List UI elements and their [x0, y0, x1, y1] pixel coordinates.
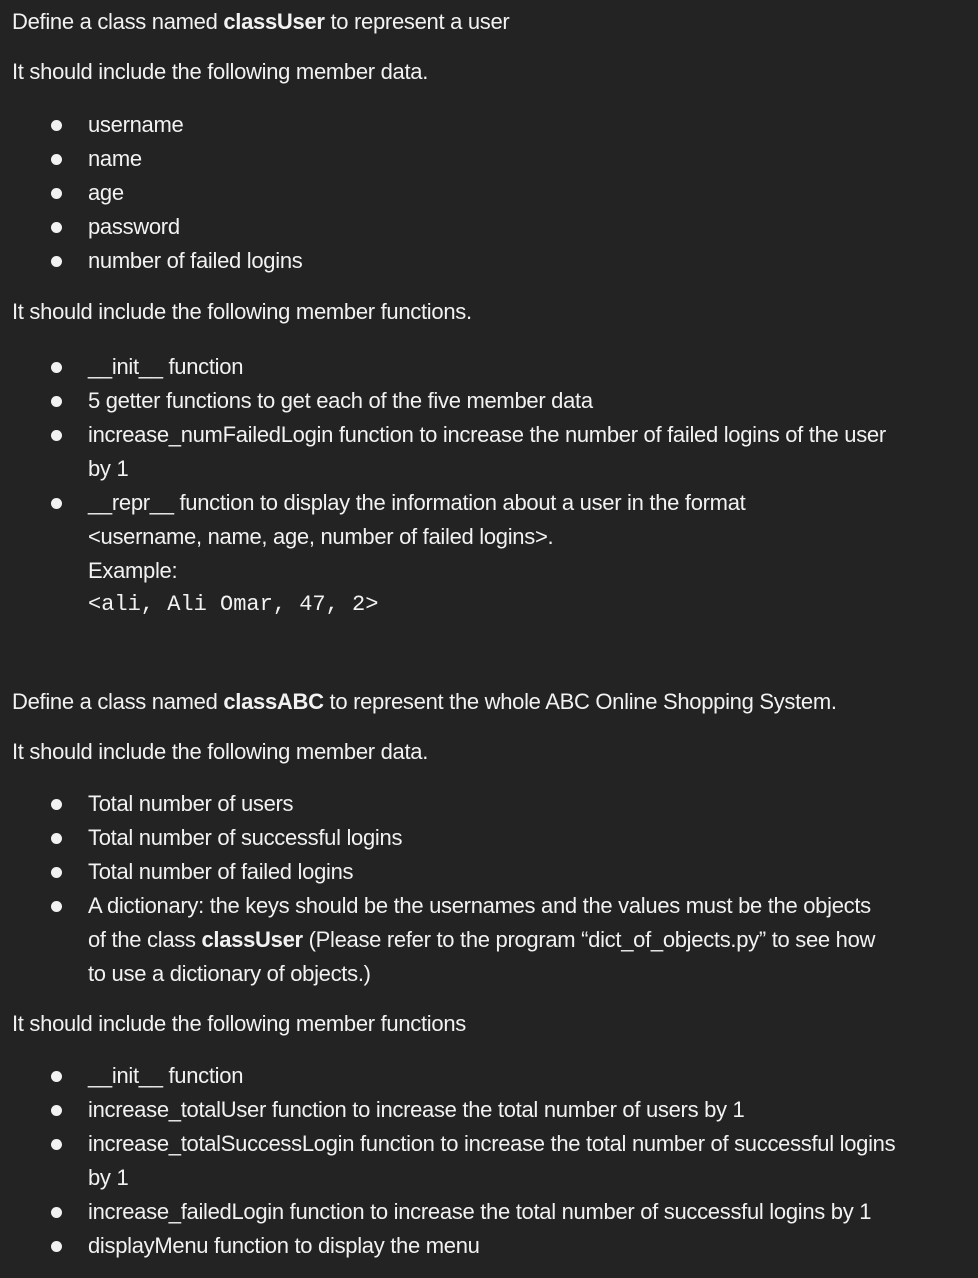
bullet-icon	[51, 901, 62, 912]
list-item: __init__ function	[0, 350, 978, 384]
list-item: password	[0, 210, 978, 244]
list-item: Total number of users	[0, 787, 978, 821]
bullet-icon	[51, 396, 62, 407]
bullet-icon	[51, 222, 62, 233]
list-item: __init__ function	[0, 1059, 978, 1093]
bullet-icon	[51, 154, 62, 165]
list-item: number of failed logins	[0, 244, 978, 278]
list-item: increase_numFailedLogin function to increase the number of failed logins of the user by 1	[0, 418, 978, 486]
bullet-icon	[51, 1207, 62, 1218]
classabc-functions-list	[0, 1059, 978, 1263]
bullet-icon	[51, 799, 62, 810]
classabc-data-heading: It should include the following member data.	[12, 739, 429, 764]
classabc-functions-heading: It should include the following member functions	[12, 1011, 466, 1036]
classuser-functions-list	[0, 350, 978, 622]
list-item: increase_failedLogin function to increase the total number of successful logins by 1	[0, 1195, 978, 1229]
classuser-intro: Define a class named classUser to represent a user	[12, 9, 510, 34]
bullet-icon	[51, 1241, 62, 1252]
classuser-data-heading: It should include the following member data.	[12, 59, 429, 84]
list-item: A dictionary: the keys should be the usernames and the values must be the objects of the class classUser (Please refer to the program “dict_of_objects.py” to see how to use a dictionary of objects.)	[0, 889, 978, 991]
bullet-icon	[51, 1139, 62, 1150]
list-item: increase_totalUser function to increase the total number of users by 1	[0, 1093, 978, 1127]
classuser-functions-heading: It should include the following member functions.	[12, 299, 472, 324]
bullet-icon	[51, 498, 62, 509]
example-label: Example:	[88, 558, 178, 583]
classuser-data-list	[0, 108, 978, 278]
list-item: Total number of failed logins	[0, 855, 978, 889]
bullet-icon	[51, 430, 62, 441]
list-item: __repr__ function to display the information about a user in the format <username, name, age, number of failed logins>. Example: <ali, Ali Omar, 47, 2>	[0, 486, 978, 622]
bullet-icon	[51, 256, 62, 267]
classuser-name: classUser	[223, 9, 325, 34]
list-item: name	[0, 142, 978, 176]
classabc-intro: Define a class named classABC to represent the whole ABC Online Shopping System.	[12, 689, 837, 714]
bullet-icon	[51, 867, 62, 878]
classabc-data-list	[0, 787, 978, 991]
bullet-icon	[51, 1105, 62, 1116]
classabc-name: classABC	[223, 689, 324, 714]
bullet-icon	[51, 833, 62, 844]
bullet-icon	[51, 188, 62, 199]
list-item: displayMenu function to display the menu	[0, 1229, 978, 1263]
bullet-icon	[51, 362, 62, 373]
list-item: increase_totalSuccessLogin function to increase the total number of successful logins by 1	[0, 1127, 978, 1195]
list-item: Total number of successful logins	[0, 821, 978, 855]
bullet-icon	[51, 1071, 62, 1082]
bullet-icon	[51, 120, 62, 131]
list-item: age	[0, 176, 978, 210]
list-item: 5 getter functions to get each of the five member data	[0, 384, 978, 418]
list-item: username	[0, 108, 978, 142]
example-code: <ali, Ali Omar, 47, 2>	[88, 592, 379, 617]
